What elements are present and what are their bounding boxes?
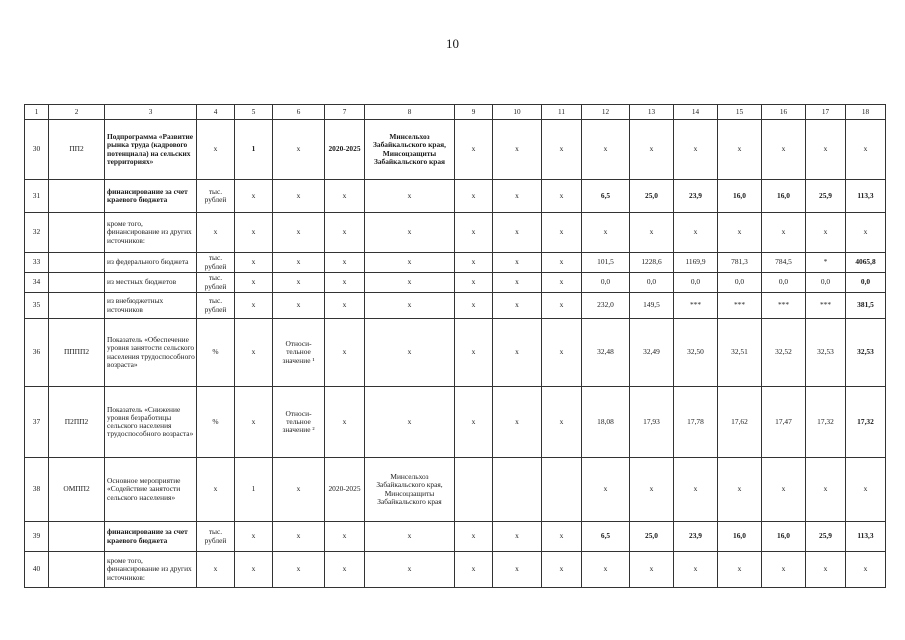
total-cell: х (846, 120, 886, 180)
value-cell: х (718, 458, 762, 522)
header-cell: 10 (493, 105, 542, 120)
value-cell: 17,78 (674, 387, 718, 458)
table-cell: х (365, 387, 455, 458)
table-cell: х (542, 213, 582, 253)
value-cell: х (806, 120, 846, 180)
table-cell: х (273, 180, 325, 213)
value-cell: х (718, 213, 762, 253)
value-cell: 0,0 (806, 273, 846, 293)
row-number: 34 (25, 273, 49, 293)
table-row (25, 458, 886, 522)
value-cell: х (718, 552, 762, 588)
code-cell (49, 253, 105, 273)
code-cell (49, 213, 105, 253)
table-cell (493, 458, 542, 522)
value-cell: 32,53 (806, 319, 846, 387)
header-cell: 15 (718, 105, 762, 120)
table-header-row (25, 105, 886, 120)
unit-cell: х (197, 552, 235, 588)
period-cell: 2020-2025 (325, 120, 365, 180)
table-cell: х (273, 293, 325, 319)
row-number: 37 (25, 387, 49, 458)
table-cell: х (235, 552, 273, 588)
header-cell: 3 (105, 105, 197, 120)
code-cell: П2ПП2 (49, 387, 105, 458)
total-cell: 17,32 (846, 387, 886, 458)
table-cell: х (455, 120, 493, 180)
table-cell: х (235, 180, 273, 213)
header-cell: 2 (49, 105, 105, 120)
row-number: 31 (25, 180, 49, 213)
name-cell: финансирование за счет краевого бюджета (105, 522, 197, 552)
table-cell: х (365, 293, 455, 319)
header-cell: 18 (846, 105, 886, 120)
table-cell: х (493, 552, 542, 588)
value-cell: 6,5 (582, 180, 630, 213)
value-cell: х (630, 552, 674, 588)
row-number: 36 (25, 319, 49, 387)
unit-cell: х (197, 213, 235, 253)
table-cell: х (273, 213, 325, 253)
program-table (24, 104, 886, 588)
table-cell: х (325, 213, 365, 253)
unit-cell: тыс. рублей (197, 293, 235, 319)
table-cell: х (365, 253, 455, 273)
table-cell: х (542, 120, 582, 180)
value-cell: х (582, 458, 630, 522)
value-cell: х (762, 552, 806, 588)
header-cell: 7 (325, 105, 365, 120)
table-cell: х (493, 180, 542, 213)
value-cell: 149,5 (630, 293, 674, 319)
table-row (25, 319, 886, 387)
value-cell: х (582, 120, 630, 180)
value-cell: * (806, 253, 846, 273)
table-row (25, 120, 886, 180)
value-type-cell: Относи-тельное значение ² (273, 387, 325, 458)
table-cell: х (273, 253, 325, 273)
table-row (25, 552, 886, 588)
table-row (25, 180, 886, 213)
value-cell: 25,9 (806, 522, 846, 552)
table-cell: х (542, 253, 582, 273)
value-cell: х (630, 458, 674, 522)
name-cell: из внебюджетных источников (105, 293, 197, 319)
table-cell: х (365, 552, 455, 588)
header-cell: 12 (582, 105, 630, 120)
table-cell: х (325, 522, 365, 552)
value-cell: х (674, 552, 718, 588)
header-cell: 6 (273, 105, 325, 120)
value-cell: х (762, 213, 806, 253)
total-cell: 113,3 (846, 180, 886, 213)
code-cell (49, 552, 105, 588)
value-cell: 25,0 (630, 522, 674, 552)
table-cell: х (235, 273, 273, 293)
value-cell: 1228,6 (630, 253, 674, 273)
code-cell: ОМПП2 (49, 458, 105, 522)
table-cell: х (493, 253, 542, 273)
total-cell: 32,53 (846, 319, 886, 387)
name-cell: финансирование за счет краевого бюджета (105, 180, 197, 213)
value-cell: 32,49 (630, 319, 674, 387)
table-cell: х (542, 387, 582, 458)
table-cell: х (325, 387, 365, 458)
table-row (25, 522, 886, 552)
value-cell: *** (718, 293, 762, 319)
value-cell: 23,9 (674, 522, 718, 552)
table-cell: х (273, 273, 325, 293)
unit-cell: % (197, 319, 235, 387)
table-cell: х (542, 293, 582, 319)
table-cell: х (235, 293, 273, 319)
table-cell: х (273, 458, 325, 522)
value-cell: х (762, 120, 806, 180)
table-cell: х (542, 522, 582, 552)
total-cell: 381,5 (846, 293, 886, 319)
table-row (25, 253, 886, 273)
code-cell (49, 273, 105, 293)
executor-cell: Минсельхоз Забайкальского края, Минсоцзащиты Забайкальского края (365, 458, 455, 522)
table-cell: х (493, 273, 542, 293)
name-cell: кроме того, финансирование из других источников: (105, 552, 197, 588)
table-cell: х (455, 180, 493, 213)
value-cell: 0,0 (762, 273, 806, 293)
table-cell: х (455, 213, 493, 253)
page-number: 10 (446, 36, 459, 51)
table-cell: х (325, 293, 365, 319)
code-cell (49, 522, 105, 552)
header-cell: 4 (197, 105, 235, 120)
value-cell: 32,52 (762, 319, 806, 387)
unit-cell: % (197, 387, 235, 458)
executor-cell: Минсельхоз Забайкальского края, Минсоцзащиты Забайкальского края (365, 120, 455, 180)
table-cell: х (455, 273, 493, 293)
table-cell: х (455, 293, 493, 319)
table-cell: х (273, 522, 325, 552)
unit-cell: тыс. рублей (197, 522, 235, 552)
value-cell: 16,0 (762, 522, 806, 552)
value-cell: х (630, 120, 674, 180)
value-cell: 1169,9 (674, 253, 718, 273)
row-number: 30 (25, 120, 49, 180)
value-cell: *** (674, 293, 718, 319)
table-cell: х (325, 273, 365, 293)
table-cell: х (455, 319, 493, 387)
value-cell: х (582, 552, 630, 588)
row-number: 40 (25, 552, 49, 588)
code-cell (49, 180, 105, 213)
value-cell: 23,9 (674, 180, 718, 213)
header-cell: 1 (25, 105, 49, 120)
value-cell: х (718, 120, 762, 180)
table-cell: х (365, 213, 455, 253)
table-cell: х (455, 253, 493, 273)
value-cell: х (674, 458, 718, 522)
value-cell: 32,51 (718, 319, 762, 387)
table-cell: х (325, 319, 365, 387)
value-cell: *** (762, 293, 806, 319)
value-cell: 0,0 (630, 273, 674, 293)
value-cell: 6,5 (582, 522, 630, 552)
value-cell: 17,62 (718, 387, 762, 458)
table-cell: х (235, 319, 273, 387)
name-cell: Показатель «Снижение уровня безработицы сельского населения трудоспособного возраста» (105, 387, 197, 458)
row-number: 33 (25, 253, 49, 273)
value-cell: х (806, 552, 846, 588)
value-cell: х (806, 213, 846, 253)
table-row (25, 293, 886, 319)
value-cell: 101,5 (582, 253, 630, 273)
value-cell: 17,32 (806, 387, 846, 458)
name-cell: из федерального бюджета (105, 253, 197, 273)
table-cell (542, 458, 582, 522)
value-cell: 16,0 (762, 180, 806, 213)
value-cell: х (762, 458, 806, 522)
table-cell: х (273, 552, 325, 588)
table-cell: х (455, 387, 493, 458)
row-number: 38 (25, 458, 49, 522)
name-cell: Подпрограмма «Развитие рынка труда (кадрового потенциала) на сельских территориях» (105, 120, 197, 180)
table-cell: х (493, 293, 542, 319)
table-cell: х (365, 180, 455, 213)
header-cell: 8 (365, 105, 455, 120)
total-cell: 4065,8 (846, 253, 886, 273)
value-cell: 32,50 (674, 319, 718, 387)
table-cell: х (365, 522, 455, 552)
table-cell: х (493, 213, 542, 253)
value-cell: 0,0 (674, 273, 718, 293)
table-cell: х (235, 253, 273, 273)
table-cell: х (365, 319, 455, 387)
total-cell: х (846, 458, 886, 522)
table-row (25, 213, 886, 253)
header-cell: 13 (630, 105, 674, 120)
value-cell: 16,0 (718, 522, 762, 552)
value-cell: 32,48 (582, 319, 630, 387)
value-cell: 784,5 (762, 253, 806, 273)
unit-cell: тыс. рублей (197, 253, 235, 273)
table-cell: х (235, 522, 273, 552)
table-cell: х (325, 552, 365, 588)
total-cell: х (846, 213, 886, 253)
table-row (25, 273, 886, 293)
name-cell: из местных бюджетов (105, 273, 197, 293)
table-cell: х (235, 213, 273, 253)
table-cell: х (235, 387, 273, 458)
value-cell: 25,0 (630, 180, 674, 213)
header-cell: 5 (235, 105, 273, 120)
total-cell: х (846, 552, 886, 588)
total-cell: 0,0 (846, 273, 886, 293)
value-cell: 16,0 (718, 180, 762, 213)
table-cell: х (493, 522, 542, 552)
header-cell: 17 (806, 105, 846, 120)
code-cell: ПП2 (49, 120, 105, 180)
table-row (25, 387, 886, 458)
header-cell: 16 (762, 105, 806, 120)
row-number: 32 (25, 213, 49, 253)
name-cell: Показатель «Обеспечение уровня занятости сельского населения трудоспособного возраста» (105, 319, 197, 387)
value-cell: 0,0 (718, 273, 762, 293)
value-cell: х (630, 213, 674, 253)
value-cell: 781,3 (718, 253, 762, 273)
value-cell: 17,93 (630, 387, 674, 458)
unit-cell: тыс. рублей (197, 180, 235, 213)
table-cell: х (455, 522, 493, 552)
table-cell: х (325, 253, 365, 273)
header-cell: 11 (542, 105, 582, 120)
table-cell: х (273, 120, 325, 180)
value-type-cell: Относи-тельное значение ¹ (273, 319, 325, 387)
value-cell: *** (806, 293, 846, 319)
table-cell (455, 458, 493, 522)
table-cell: 1 (235, 458, 273, 522)
total-cell: 113,3 (846, 522, 886, 552)
table-cell: х (542, 180, 582, 213)
value-cell: х (806, 458, 846, 522)
table-cell: х (542, 319, 582, 387)
value-cell: 0,0 (582, 273, 630, 293)
row-number: 35 (25, 293, 49, 319)
table-cell: х (493, 319, 542, 387)
value-cell: 232,0 (582, 293, 630, 319)
code-cell (49, 293, 105, 319)
table-cell: 1 (235, 120, 273, 180)
unit-cell: х (197, 458, 235, 522)
table-cell: х (365, 273, 455, 293)
value-cell: 18,08 (582, 387, 630, 458)
table-cell: х (542, 273, 582, 293)
table-cell: х (493, 120, 542, 180)
name-cell: кроме того, финансирование из других источников: (105, 213, 197, 253)
unit-cell: х (197, 120, 235, 180)
period-cell: 2020-2025 (325, 458, 365, 522)
value-cell: 25,9 (806, 180, 846, 213)
name-cell: Основное мероприятие «Содействие занятости сельского населения» (105, 458, 197, 522)
table-cell: х (455, 552, 493, 588)
table-cell: х (325, 180, 365, 213)
value-cell: х (582, 213, 630, 253)
value-cell: х (674, 213, 718, 253)
header-cell: 9 (455, 105, 493, 120)
unit-cell: тыс. рублей (197, 273, 235, 293)
value-cell: 17,47 (762, 387, 806, 458)
header-cell: 14 (674, 105, 718, 120)
table-cell: х (542, 552, 582, 588)
code-cell: ПППП2 (49, 319, 105, 387)
row-number: 39 (25, 522, 49, 552)
table-cell: х (493, 387, 542, 458)
value-cell: х (674, 120, 718, 180)
